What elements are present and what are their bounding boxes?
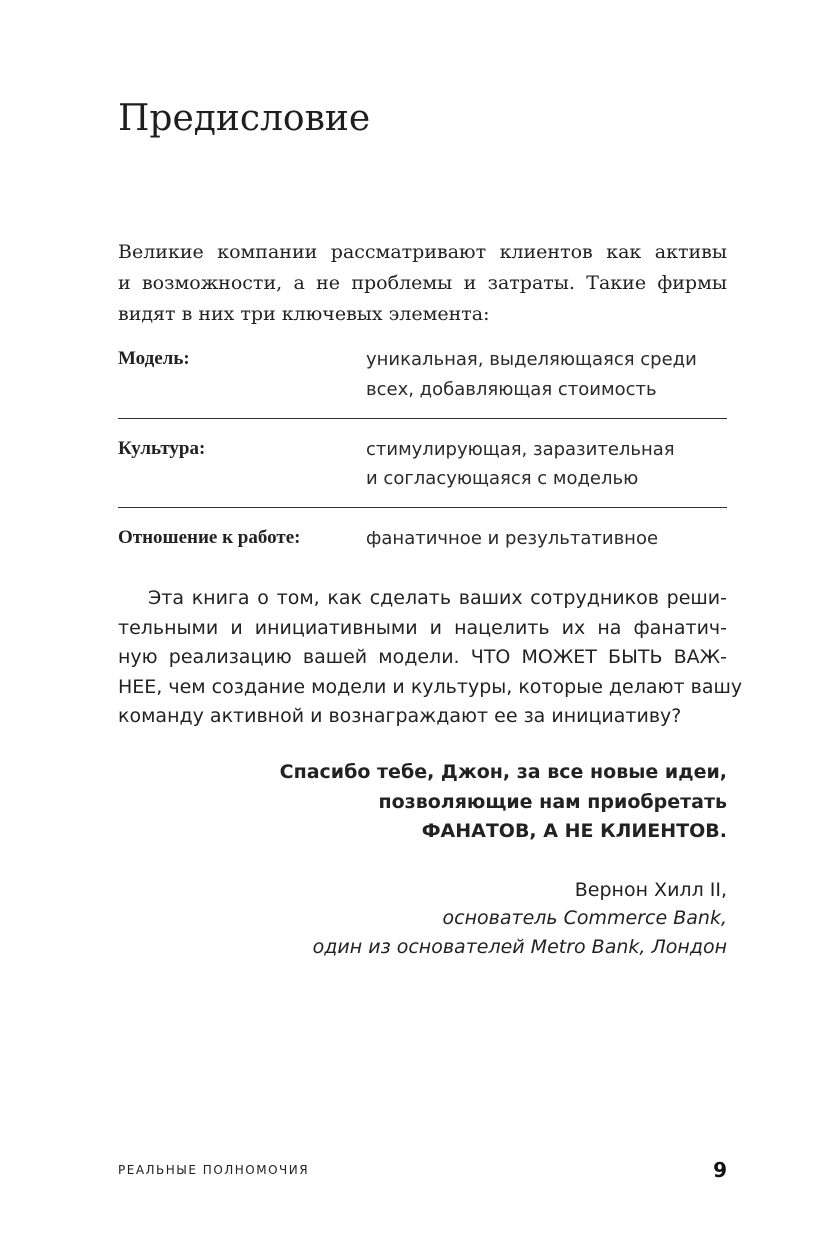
- quote-line: ФАНАТОВ, А НЕ КЛИЕНТОВ.: [421, 820, 727, 842]
- definition-desc-attitude: фанатичное и результативное: [366, 528, 659, 549]
- quote-line: Спасибо тебе, Джон, за все новые идеи,: [279, 761, 727, 783]
- body-line: НЕЕ, чем создание модели и культуры, которые делают вашу: [118, 676, 743, 698]
- running-footer-title: РЕАЛЬНЫЕ ПОЛНОМОЧИЯ: [118, 1163, 310, 1177]
- divider: [118, 418, 727, 419]
- signature-name: Вернон Хилл II,: [574, 879, 727, 901]
- intro-line: и возможности, а не проблемы и затраты. Такие фирмы: [118, 272, 727, 294]
- definition-label-model: Модель:: [118, 348, 190, 369]
- definition-desc-culture: и согласующаяся с моделью: [366, 468, 639, 489]
- body-line: команду активной и вознаграждают ее за инициативу?: [118, 705, 682, 727]
- definition-label-attitude: Отношение к работе:: [118, 527, 301, 548]
- definition-desc-model: уникальная, выделяющаяся среди: [366, 349, 697, 370]
- intro-line: Великие компании рассматривают клиентов как активы: [118, 241, 727, 263]
- definition-label-culture: Культура:: [118, 438, 206, 459]
- definition-desc-model: всех, добавляющая стоимость: [366, 379, 657, 400]
- body-line: Эта книга о том, как сделать ваших сотрудников реши-: [148, 587, 727, 609]
- body-line: тельными и инициативными и нацелить их на фанатич-: [118, 617, 727, 639]
- signature-role: основатель Commerce Bank,: [442, 907, 727, 929]
- signature-role: один из основателей Metro Bank, Лондон: [312, 936, 727, 958]
- quote-line: позволяющие нам приобретать: [378, 791, 727, 813]
- intro-line: видят в них три ключевых элемента:: [118, 303, 490, 325]
- page-number: 9: [713, 1158, 727, 1182]
- definition-desc-culture: стимулирующая, заразительная: [366, 439, 675, 460]
- divider: [118, 507, 727, 508]
- page-title: Предисловие: [118, 98, 371, 139]
- body-line: ную реализацию вашей модели. ЧТО МОЖЕТ БЫТЬ ВАЖ-: [118, 646, 727, 668]
